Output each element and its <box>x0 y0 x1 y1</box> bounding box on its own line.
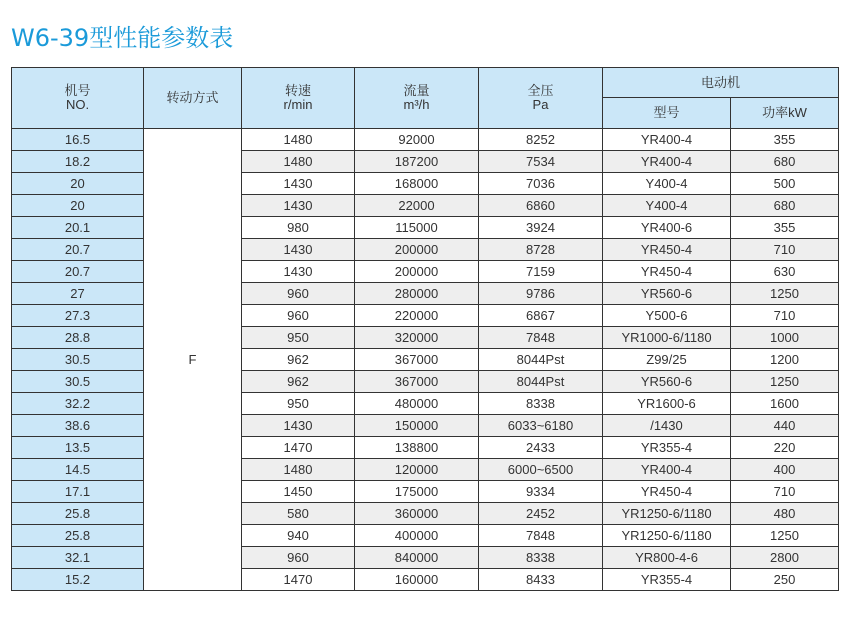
cell-power: 220 <box>731 437 839 459</box>
header-pressure <box>479 68 603 129</box>
cell-no: 25.8 <box>12 503 144 525</box>
cell-flow: 22000 <box>355 195 479 217</box>
cell-no: 16.5 <box>12 129 144 151</box>
header-flow <box>355 68 479 129</box>
cell-speed: 1470 <box>242 437 355 459</box>
cell-no: 17.1 <box>12 481 144 503</box>
cell-pressure: 8044Pst <box>479 371 603 393</box>
cell-flow: 138800 <box>355 437 479 459</box>
table-row <box>12 173 839 195</box>
header-no <box>12 68 144 129</box>
cell-speed: 980 <box>242 217 355 239</box>
cell-pressure: 6033~6180 <box>479 415 603 437</box>
header-speed-cn: 转速 <box>284 83 311 98</box>
cell-speed: 1470 <box>242 569 355 591</box>
cell-power: 400 <box>731 459 839 481</box>
page-title: W6-39型性能参数表 <box>11 24 234 52</box>
header-speed-unit: r/min <box>283 97 313 112</box>
cell-pressure: 2452 <box>479 503 603 525</box>
cell-power: 710 <box>731 305 839 327</box>
cell-pressure: 7036 <box>479 173 603 195</box>
cell-power: 1250 <box>731 371 839 393</box>
cell-model: YR400-4 <box>603 151 731 173</box>
cell-no: 20.7 <box>12 261 144 283</box>
table-row <box>12 547 839 569</box>
cell-flow: 367000 <box>355 371 479 393</box>
cell-no: 13.5 <box>12 437 144 459</box>
header-pressure-cn: 全压 <box>527 83 554 98</box>
header-flow-cn: 流量 <box>403 83 430 98</box>
cell-pressure: 8044Pst <box>479 349 603 371</box>
cell-power: 355 <box>731 129 839 151</box>
cell-flow: 175000 <box>355 481 479 503</box>
cell-speed: 1450 <box>242 481 355 503</box>
table-row <box>12 217 839 239</box>
cell-speed: 940 <box>242 525 355 547</box>
table-row <box>12 525 839 547</box>
cell-speed: 580 <box>242 503 355 525</box>
cell-pressure: 3924 <box>479 217 603 239</box>
cell-speed: 1480 <box>242 459 355 481</box>
cell-no: 18.2 <box>12 151 144 173</box>
cell-power: 630 <box>731 261 839 283</box>
cell-speed: 950 <box>242 393 355 415</box>
cell-no: 32.2 <box>12 393 144 415</box>
cell-model: YR400-4 <box>603 459 731 481</box>
cell-model: YR450-4 <box>603 239 731 261</box>
cell-pressure: 6000~6500 <box>479 459 603 481</box>
cell-no: 20 <box>12 173 144 195</box>
cell-power: 710 <box>731 239 839 261</box>
cell-speed: 960 <box>242 305 355 327</box>
cell-power: 480 <box>731 503 839 525</box>
table-header <box>12 68 839 129</box>
cell-speed: 962 <box>242 371 355 393</box>
header-power: 功率kW <box>731 98 839 129</box>
cell-flow: 120000 <box>355 459 479 481</box>
cell-model: YR1250-6/1180 <box>603 525 731 547</box>
cell-no: 20 <box>12 195 144 217</box>
cell-pressure: 8433 <box>479 569 603 591</box>
cell-flow: 115000 <box>355 217 479 239</box>
cell-pressure: 6860 <box>479 195 603 217</box>
cell-model: YR400-4 <box>603 129 731 151</box>
header-no-cn: 机号 <box>64 83 91 98</box>
table-row <box>12 459 839 481</box>
cell-power: 1250 <box>731 525 839 547</box>
table-row <box>12 415 839 437</box>
cell-power: 1250 <box>731 283 839 305</box>
cell-flow: 320000 <box>355 327 479 349</box>
cell-speed: 962 <box>242 349 355 371</box>
cell-pressure: 9334 <box>479 481 603 503</box>
cell-no: 27 <box>12 283 144 305</box>
header-flow-unit: m³/h <box>403 97 430 112</box>
cell-pressure: 7848 <box>479 327 603 349</box>
cell-speed: 1430 <box>242 239 355 261</box>
cell-model: Y500-6 <box>603 305 731 327</box>
header-model: 型号 <box>603 98 731 129</box>
cell-speed: 960 <box>242 547 355 569</box>
table-row <box>12 371 839 393</box>
table-row <box>12 305 839 327</box>
cell-flow: 200000 <box>355 261 479 283</box>
cell-no: 28.8 <box>12 327 144 349</box>
cell-flow: 187200 <box>355 151 479 173</box>
cell-model: YR560-6 <box>603 283 731 305</box>
table-row <box>12 393 839 415</box>
cell-no: 14.5 <box>12 459 144 481</box>
cell-no: 38.6 <box>12 415 144 437</box>
cell-model: YR1000-6/1180 <box>603 327 731 349</box>
cell-flow: 92000 <box>355 129 479 151</box>
cell-no: 30.5 <box>12 349 144 371</box>
table-row <box>12 503 839 525</box>
cell-power: 1000 <box>731 327 839 349</box>
cell-model: YR800-4-6 <box>603 547 731 569</box>
cell-no: 20.7 <box>12 239 144 261</box>
cell-speed: 950 <box>242 327 355 349</box>
cell-model: YR1600-6 <box>603 393 731 415</box>
table-row <box>12 129 839 151</box>
table-row <box>12 261 839 283</box>
cell-power: 680 <box>731 195 839 217</box>
cell-model: /1430 <box>603 415 731 437</box>
cell-flow: 400000 <box>355 525 479 547</box>
cell-no: 30.5 <box>12 371 144 393</box>
cell-model: YR450-4 <box>603 481 731 503</box>
cell-flow: 480000 <box>355 393 479 415</box>
cell-pressure: 8338 <box>479 393 603 415</box>
cell-flow: 367000 <box>355 349 479 371</box>
cell-power: 250 <box>731 569 839 591</box>
table-row <box>12 569 839 591</box>
cell-model: Y400-4 <box>603 173 731 195</box>
cell-power: 500 <box>731 173 839 195</box>
header-motor: 电动机 <box>603 68 839 98</box>
cell-speed: 1480 <box>242 151 355 173</box>
cell-no: 32.1 <box>12 547 144 569</box>
cell-speed: 1430 <box>242 261 355 283</box>
cell-speed: 1480 <box>242 129 355 151</box>
header-pressure-unit: Pa <box>532 97 549 112</box>
cell-power: 1200 <box>731 349 839 371</box>
cell-power: 440 <box>731 415 839 437</box>
cell-power: 1600 <box>731 393 839 415</box>
cell-model: YR400-6 <box>603 217 731 239</box>
table-row <box>12 437 839 459</box>
table-row <box>12 239 839 261</box>
performance-table <box>11 67 839 591</box>
cell-no: 27.3 <box>12 305 144 327</box>
table-row <box>12 481 839 503</box>
cell-no: 20.1 <box>12 217 144 239</box>
cell-model: YR355-4 <box>603 437 731 459</box>
cell-power: 355 <box>731 217 839 239</box>
cell-pressure: 8728 <box>479 239 603 261</box>
cell-speed: 1430 <box>242 415 355 437</box>
cell-model: YR560-6 <box>603 371 731 393</box>
cell-no: 25.8 <box>12 525 144 547</box>
cell-pressure: 6867 <box>479 305 603 327</box>
cell-model: Y400-4 <box>603 195 731 217</box>
cell-speed: 1430 <box>242 173 355 195</box>
cell-speed: 960 <box>242 283 355 305</box>
cell-pressure: 7159 <box>479 261 603 283</box>
cell-speed: 1430 <box>242 195 355 217</box>
cell-flow: 160000 <box>355 569 479 591</box>
cell-flow: 280000 <box>355 283 479 305</box>
cell-pressure: 9786 <box>479 283 603 305</box>
cell-flow: 220000 <box>355 305 479 327</box>
cell-pressure: 8338 <box>479 547 603 569</box>
header-speed <box>242 68 355 129</box>
cell-pressure: 8252 <box>479 129 603 151</box>
cell-flow: 840000 <box>355 547 479 569</box>
cell-drive: F <box>144 129 242 591</box>
cell-pressure: 7848 <box>479 525 603 547</box>
cell-power: 680 <box>731 151 839 173</box>
cell-pressure: 2433 <box>479 437 603 459</box>
cell-model: Z99/25 <box>603 349 731 371</box>
cell-power: 710 <box>731 481 839 503</box>
table-row <box>12 195 839 217</box>
cell-flow: 168000 <box>355 173 479 195</box>
cell-flow: 150000 <box>355 415 479 437</box>
cell-flow: 360000 <box>355 503 479 525</box>
cell-model: YR1250-6/1180 <box>603 503 731 525</box>
header-drive: 转动方式 <box>144 68 242 129</box>
cell-no: 15.2 <box>12 569 144 591</box>
cell-model: YR355-4 <box>603 569 731 591</box>
table-row <box>12 283 839 305</box>
cell-power: 2800 <box>731 547 839 569</box>
table-body <box>12 129 839 591</box>
table-row <box>12 349 839 371</box>
cell-model: YR450-4 <box>603 261 731 283</box>
cell-flow: 200000 <box>355 239 479 261</box>
header-no-en: NO. <box>65 97 90 112</box>
cell-pressure: 7534 <box>479 151 603 173</box>
table-row <box>12 327 839 349</box>
table-row <box>12 151 839 173</box>
